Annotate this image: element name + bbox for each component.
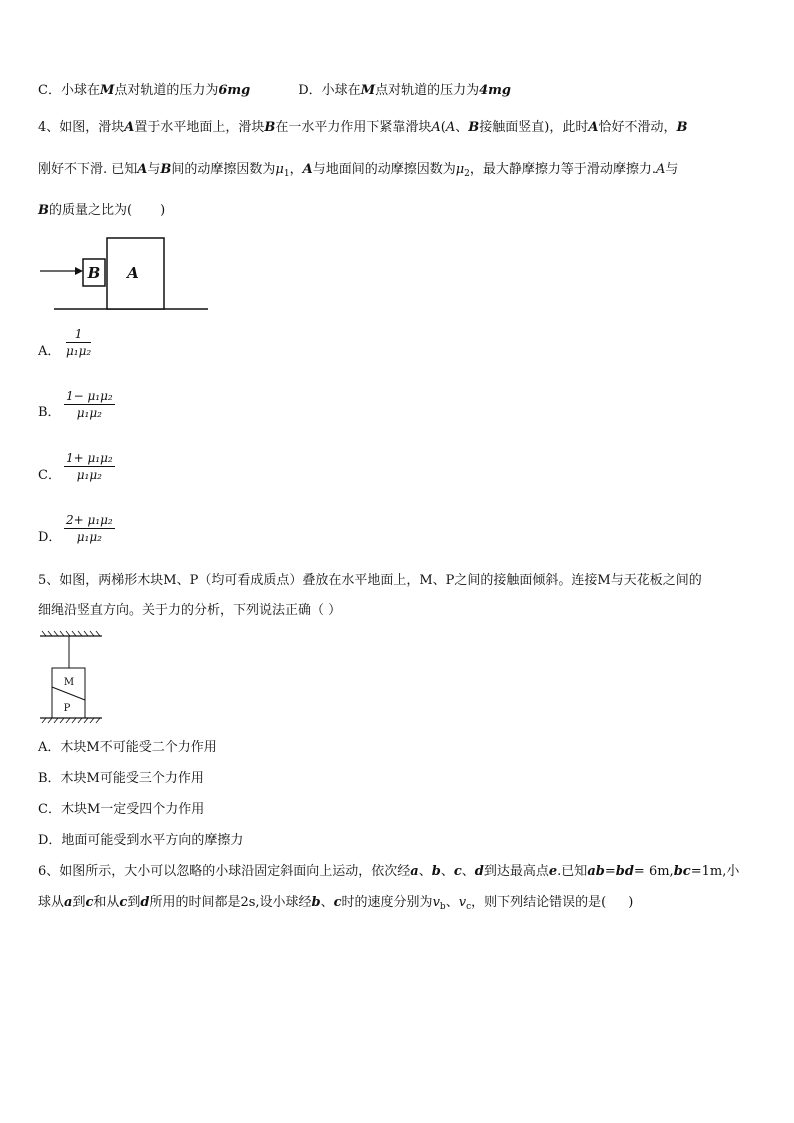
- q4-option-c-fraction: 1+ μ₁μ₂ μ₁μ₂: [66, 451, 113, 482]
- arrow-head-icon: [75, 267, 83, 275]
- q5-option-a: A．木块M不可能受二个力作用: [38, 740, 217, 755]
- label-m: M: [63, 677, 75, 688]
- q6-stem-line2: 球从a到c和从c到d所用的时间都是2s,设小球经b、c时的速度分别为$v_b$、$v_c$，则下列结论错误的是( ): [38, 895, 634, 912]
- q4-option-c-label: C．: [38, 468, 61, 483]
- q4-option-d-label: D．: [38, 530, 62, 545]
- ground-hatch: [42, 718, 100, 723]
- q5-option-b: B．木块M可能受三个力作用: [38, 771, 204, 786]
- q4-option-d-fraction: 2+ μ₁μ₂ μ₁μ₂: [66, 513, 113, 544]
- label-b: B: [87, 264, 101, 282]
- q5-block-figure: [38, 630, 106, 726]
- ceiling-hatch: [42, 631, 100, 636]
- q4-option-b-label: B．: [38, 405, 61, 420]
- q4-stem-line2: 刚好不下滑. 已知A与B间的动摩擦因数为$\mu_1$，A与地面间的动摩擦因数为$\mu_2$，最大静摩擦力等于滑动摩擦力.A与: [38, 162, 679, 179]
- q5-option-c: C．木块M一定受四个力作用: [38, 802, 205, 817]
- q4-option-a-label: A．: [38, 344, 61, 359]
- q3-options-line: [38, 83, 511, 99]
- q4-stem-line3: B的质量之比为( ): [38, 203, 166, 218]
- q3-option-d: D．小球在M点对轨道的压力为4mg: [298, 83, 511, 98]
- label-p: P: [63, 703, 71, 714]
- label-a: A: [127, 264, 139, 282]
- q5-stem-line2: 细绳沿竖直方向。关于力的分析，下列说法正确（ ）: [38, 603, 342, 618]
- q5-stem-line1: 5、如图，两梯形木块M、P（均可看成质点）叠放在水平地面上，M、P之间的接触面倾斜。连接M与天花板之间的: [38, 573, 702, 588]
- q4-block-figure: [36, 234, 211, 314]
- q4-option-a-fraction: 1 μ₁μ₂: [66, 327, 92, 358]
- q6-stem-line1: 6、如图所示，大小可以忽略的小球沿固定斜面向上运动，依次经a、b、c、d到达最高点e.已知ab=bd= 6m,bc=1m,小: [38, 864, 740, 879]
- q5-option-d: D．地面可能受到水平方向的摩擦力: [38, 833, 244, 848]
- q4-stem-line1: 4、如图，滑块A置于水平地面上，滑块B在一水平力作用下紧靠滑块A(A、B接触面竖直)，此时A恰好不滑动，B: [38, 120, 688, 135]
- q3-option-c: C．小球在M点对轨道的压力为6mg: [38, 83, 251, 98]
- q4-option-b-fraction: 1− μ₁μ₂ μ₁μ₂: [66, 389, 113, 420]
